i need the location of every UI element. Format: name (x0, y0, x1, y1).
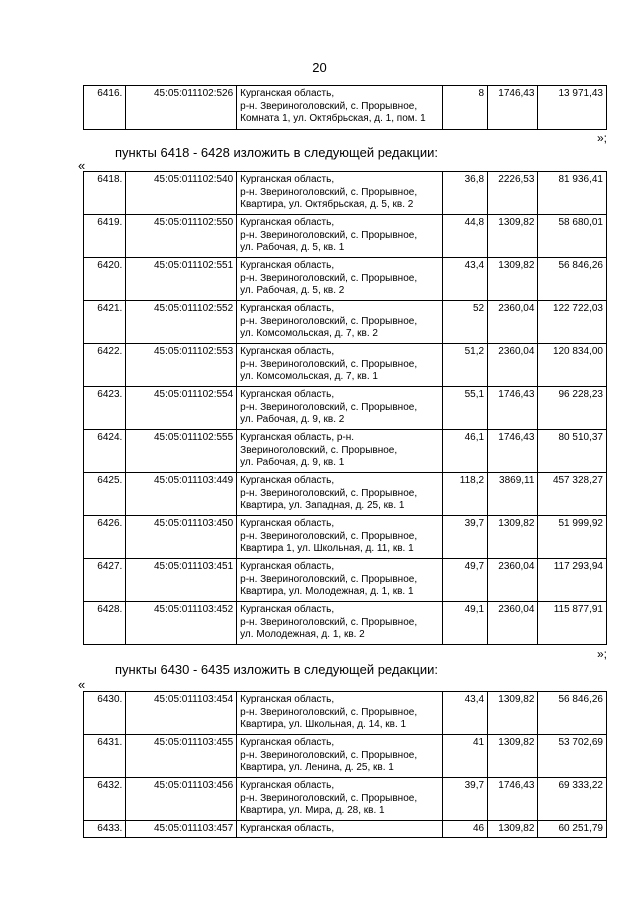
table-row (84, 301, 607, 344)
address-cell (237, 778, 443, 821)
rate-value-cell (488, 692, 538, 735)
row-number: 6424. (97, 432, 123, 443)
address-line: р-н. Звериноголовский, с. Прорывное, (240, 573, 418, 585)
rate-value: 2360,04 (498, 346, 535, 357)
rate-value: 1309,82 (498, 217, 535, 228)
address-line: р-н. Звериноголовский, с. Прорывное, (240, 749, 418, 761)
address-line: р-н. Звериноголовский, с. Прорывное, (240, 272, 418, 284)
address-cell (237, 258, 443, 301)
registry-table-1 (83, 85, 607, 130)
cadastral-number: 45:05:011102:551 (154, 260, 234, 271)
address-line: р-н. Звериноголовский, с. Прорывное, (240, 401, 418, 413)
area-value-cell (442, 735, 487, 778)
address-line: Квартира 1, ул. Школьная, д. 11, кв. 1 (240, 543, 414, 554)
address-cell (237, 735, 443, 778)
address-line: Курганская область, (240, 518, 335, 529)
cadastral-number-cell (126, 559, 237, 602)
address-cell (237, 821, 443, 838)
area-value: 49,1 (464, 604, 485, 615)
table-row (84, 430, 607, 473)
rate-value-cell (488, 516, 538, 559)
address-line: Курганская область, (240, 694, 335, 705)
area-value-cell (442, 473, 487, 516)
row-number-cell (84, 387, 126, 430)
address-line: Курганская область, (240, 346, 335, 357)
cadastral-value: 53 702,69 (558, 737, 603, 748)
rate-value-cell (488, 344, 538, 387)
address-line: р-н. Звериноголовский, с. Прорывное, (240, 358, 418, 370)
rate-value-cell (488, 821, 538, 838)
cadastral-value-cell (538, 344, 607, 387)
row-number-cell (84, 821, 126, 838)
table-row (84, 516, 607, 559)
address-line: Курганская область, (240, 604, 335, 615)
area-value: 51,2 (464, 346, 485, 357)
address-cell (237, 301, 443, 344)
rate-value-cell (488, 559, 538, 602)
area-value: 41 (472, 737, 485, 748)
row-number: 6427. (97, 561, 123, 572)
cadastral-number: 45:05:011102:555 (154, 432, 234, 443)
cadastral-number-cell (126, 735, 237, 778)
rate-value-cell (488, 473, 538, 516)
rate-value-cell (488, 778, 538, 821)
row-number: 6426. (97, 518, 123, 529)
address-line: Курганская область, (240, 260, 335, 271)
cadastral-value: 80 510,37 (558, 432, 603, 443)
area-value: 44,8 (464, 217, 485, 228)
cadastral-number: 45:05:011102:554 (154, 389, 234, 400)
table-row (84, 86, 607, 130)
area-value: 39,7 (464, 518, 485, 529)
row-number: 6422. (97, 346, 123, 357)
address-line: Курганская область, (240, 737, 335, 748)
cadastral-value: 56 846,26 (558, 260, 603, 271)
registry-table-2 (83, 171, 607, 645)
table-row (84, 344, 607, 387)
area-value-cell (442, 172, 487, 215)
opening-quote-1: « (78, 158, 86, 173)
cadastral-value-cell (538, 778, 607, 821)
address-line: Курганская область, (240, 303, 335, 314)
address-line: р-н. Звериноголовский, с. Прорывное, (240, 186, 418, 198)
rate-value: 3869,11 (499, 475, 535, 486)
cadastral-number: 45:05:011102:552 (154, 303, 234, 314)
row-number-cell (84, 692, 126, 735)
rate-value: 2360,04 (498, 303, 535, 314)
cadastral-number: 45:05:011103:450 (154, 518, 234, 529)
cadastral-value-cell (538, 692, 607, 735)
cadastral-number-cell (126, 258, 237, 301)
table-row (84, 821, 607, 838)
table-row (84, 778, 607, 821)
cadastral-number-cell (126, 86, 237, 130)
cadastral-value: 56 846,26 (558, 694, 603, 705)
area-value: 39,7 (464, 780, 485, 791)
row-number-cell (84, 559, 126, 602)
rate-value-cell (488, 172, 538, 215)
cadastral-value-cell (538, 473, 607, 516)
cadastral-number: 45:05:011103:457 (154, 823, 234, 834)
area-value-cell (442, 778, 487, 821)
area-value-cell (442, 258, 487, 301)
cadastral-value-cell (538, 430, 607, 473)
address-line: ул. Молодежная, д. 1, кв. 2 (240, 629, 365, 640)
rate-value: 1309,82 (498, 260, 535, 271)
address-line: Курганская область, (240, 174, 335, 185)
address-line: Курганская область, (240, 88, 335, 99)
cadastral-value: 51 999,92 (558, 518, 603, 529)
cadastral-value-cell (538, 258, 607, 301)
area-value: 55,1 (464, 389, 485, 400)
cadastral-value: 122 722,03 (552, 303, 603, 314)
row-number: 6419. (97, 217, 123, 228)
rate-value: 2226,53 (498, 174, 535, 185)
address-line: р-н. Звериноголовский, с. Прорывное, (240, 792, 418, 804)
cadastral-number-cell (126, 344, 237, 387)
address-line: Курганская область, (240, 217, 335, 228)
address-cell (237, 559, 443, 602)
cadastral-value-cell (538, 735, 607, 778)
row-number-cell (84, 258, 126, 301)
address-line: ул. Комсомольская, д. 7, кв. 2 (240, 328, 378, 339)
cadastral-value-cell (538, 215, 607, 258)
address-line: Курганская область, (240, 475, 335, 486)
address-cell (237, 344, 443, 387)
rate-value: 2360,04 (498, 604, 535, 615)
registry-table-3 (83, 691, 607, 838)
area-value-cell (442, 516, 487, 559)
rate-value-cell (488, 387, 538, 430)
rate-value-cell (488, 258, 538, 301)
table-row (84, 215, 607, 258)
rate-value: 1309,82 (498, 737, 535, 748)
address-line: Квартира, ул. Мира, д. 28, кв. 1 (240, 805, 385, 816)
cadastral-value-cell (538, 172, 607, 215)
address-cell (237, 473, 443, 516)
area-value: 118,2 (459, 475, 485, 486)
rate-value: 1746,43 (498, 780, 535, 791)
cadastral-number-cell (126, 215, 237, 258)
address-line: Курганская область, (240, 780, 335, 791)
address-line: ул. Рабочая, д. 9, кв. 2 (240, 414, 345, 425)
address-line: Квартира, ул. Молодежная, д. 1, кв. 1 (240, 586, 414, 597)
address-line: р-н. Звериноголовский, с. Прорывное, (240, 100, 418, 112)
cadastral-number-cell (126, 473, 237, 516)
cadastral-value-cell (538, 821, 607, 838)
table-row (84, 387, 607, 430)
address-cell (237, 86, 443, 130)
area-value-cell (442, 821, 487, 838)
cadastral-number-cell (126, 778, 237, 821)
area-value-cell (442, 344, 487, 387)
area-value-cell (442, 692, 487, 735)
area-value-cell (442, 86, 487, 130)
cadastral-number-cell (126, 602, 237, 645)
rate-value: 2360,04 (498, 561, 535, 572)
instruction-text-2: пункты 6430 - 6435 изложить в следующей редакции: (115, 662, 438, 677)
address-cell (237, 692, 443, 735)
table-row (84, 735, 607, 778)
cadastral-number-cell (126, 692, 237, 735)
row-number: 6421. (97, 303, 123, 314)
table-row (84, 559, 607, 602)
cadastral-number: 45:05:011102:550 (154, 217, 234, 228)
row-number-cell (84, 430, 126, 473)
table-row (84, 602, 607, 645)
area-value-cell (442, 387, 487, 430)
address-line: р-н. Звериноголовский, с. Прорывное, (240, 530, 418, 542)
cadastral-number: 45:05:011103:456 (154, 780, 234, 791)
area-value: 52 (472, 303, 485, 314)
row-number: 6425. (97, 475, 123, 486)
cadastral-value: 115 877,91 (553, 604, 603, 615)
cadastral-number-cell (126, 301, 237, 344)
address-cell (237, 602, 443, 645)
address-line: ул. Рабочая, д. 5, кв. 2 (240, 285, 345, 296)
rate-value: 1309,82 (498, 518, 535, 529)
cadastral-number: 45:05:011103:455 (154, 737, 234, 748)
cadastral-value-cell (538, 387, 607, 430)
address-line: Курганская область, (240, 823, 335, 834)
cadastral-number: 45:05:011103:454 (154, 694, 234, 705)
address-line: р-н. Звериноголовский, с. Прорывное, (240, 229, 418, 241)
table-row (84, 473, 607, 516)
cadastral-value-cell (538, 602, 607, 645)
row-number: 6431. (97, 737, 123, 748)
row-number: 6418. (97, 174, 123, 185)
row-number-cell (84, 602, 126, 645)
row-number-cell (84, 778, 126, 821)
address-cell (237, 172, 443, 215)
rate-value-cell (488, 86, 538, 130)
address-line: Квартира, ул. Ленина, д. 25, кв. 1 (240, 762, 394, 773)
area-value-cell (442, 301, 487, 344)
address-line: Квартира, ул. Октябрьская, д. 5, кв. 2 (240, 199, 414, 210)
cadastral-value: 69 333,22 (558, 780, 603, 791)
area-value: 8 (478, 88, 485, 99)
row-number: 6420. (97, 260, 123, 271)
cadastral-number-cell (126, 430, 237, 473)
address-line: Квартира, ул. Западная, д. 25, кв. 1 (240, 500, 405, 511)
area-value: 36,8 (464, 174, 485, 185)
table-row (84, 258, 607, 301)
cadastral-number-cell (126, 172, 237, 215)
rate-value-cell (488, 301, 538, 344)
cadastral-number: 45:05:011103:449 (154, 475, 234, 486)
row-number: 6433. (97, 823, 123, 834)
table-row (84, 172, 607, 215)
area-value: 49,7 (464, 561, 485, 572)
address-line: р-н. Звериноголовский, с. Прорывное, (240, 315, 418, 327)
cadastral-value-cell (538, 86, 607, 130)
cadastral-number-cell (126, 516, 237, 559)
address-line: Квартира, ул. Школьная, д. 14, кв. 1 (240, 719, 407, 730)
cadastral-number: 45:05:011102:553 (154, 346, 234, 357)
row-number-cell (84, 344, 126, 387)
cadastral-value: 58 680,01 (558, 217, 603, 228)
row-number: 6423. (97, 389, 123, 400)
rate-value: 1746,43 (498, 432, 535, 443)
rate-value: 1746,43 (498, 389, 535, 400)
row-number-cell (84, 86, 126, 130)
row-number: 6430. (97, 694, 123, 705)
address-line: Курганская область, (240, 389, 335, 400)
cadastral-value-cell (538, 301, 607, 344)
address-line: ул. Рабочая, д. 5, кв. 1 (240, 242, 345, 253)
row-number: 6428. (97, 604, 123, 615)
page-number: 20 (312, 60, 327, 75)
row-number-cell (84, 172, 126, 215)
address-line: Комната 1, ул. Октябрьская, д. 1, пом. 1 (240, 113, 426, 124)
cadastral-value: 117 293,94 (553, 561, 603, 572)
address-line: Звериноголовский, с. Прорывное, (240, 444, 398, 456)
rate-value-cell (488, 430, 538, 473)
cadastral-number-cell (126, 821, 237, 838)
address-line: Курганская область, (240, 561, 335, 572)
address-cell (237, 516, 443, 559)
rate-value-cell (488, 602, 538, 645)
address-line: р-н. Звериноголовский, с. Прорывное, (240, 487, 418, 499)
instruction-text-1: пункты 6418 - 6428 изложить в следующей редакции: (115, 145, 438, 160)
area-value-cell (442, 215, 487, 258)
cadastral-number: 45:05:011102:540 (154, 174, 234, 185)
area-value: 46 (472, 823, 485, 834)
row-number-cell (84, 215, 126, 258)
cadastral-value: 96 228,23 (558, 389, 603, 400)
address-line: ул. Комсомольская, д. 7, кв. 1 (240, 371, 378, 382)
rate-value: 1309,82 (498, 694, 535, 705)
row-number-cell (84, 301, 126, 344)
address-cell (237, 387, 443, 430)
row-number-cell (84, 516, 126, 559)
cadastral-value-cell (538, 559, 607, 602)
row-number: 6432. (97, 780, 123, 791)
closing-quote-1: »; (596, 131, 607, 145)
address-line: р-н. Звериноголовский, с. Прорывное, (240, 616, 418, 628)
cadastral-number: 45:05:011103:452 (154, 604, 234, 615)
cadastral-number: 45:05:011102:526 (154, 88, 234, 99)
area-value-cell (442, 559, 487, 602)
rate-value-cell (488, 735, 538, 778)
rate-value-cell (488, 215, 538, 258)
cadastral-value: 457 328,27 (552, 475, 603, 486)
area-value-cell (442, 602, 487, 645)
address-line: ул. Рабочая, д. 9, кв. 1 (240, 457, 345, 468)
area-value: 46,1 (464, 432, 485, 443)
address-line: Курганская область, р-н. (240, 432, 355, 443)
rate-value: 1746,43 (498, 88, 535, 99)
row-number: 6416. (97, 88, 123, 99)
cadastral-number: 45:05:011103:451 (154, 561, 234, 572)
area-value: 43,4 (464, 260, 485, 271)
area-value: 43,4 (464, 694, 485, 705)
opening-quote-2: « (78, 677, 86, 692)
rate-value: 1309,82 (498, 823, 535, 834)
cadastral-value: 60 251,79 (558, 823, 603, 834)
cadastral-number-cell (126, 387, 237, 430)
row-number-cell (84, 473, 126, 516)
closing-quote-2: »; (596, 647, 607, 661)
cadastral-value: 81 936,41 (558, 174, 603, 185)
cadastral-value-cell (538, 516, 607, 559)
area-value-cell (442, 430, 487, 473)
address-line: р-н. Звериноголовский, с. Прорывное, (240, 706, 418, 718)
address-cell (237, 215, 443, 258)
table-row (84, 692, 607, 735)
address-cell (237, 430, 443, 473)
row-number-cell (84, 735, 126, 778)
cadastral-value: 13 971,43 (558, 88, 603, 99)
cadastral-value: 120 834,00 (552, 346, 603, 357)
